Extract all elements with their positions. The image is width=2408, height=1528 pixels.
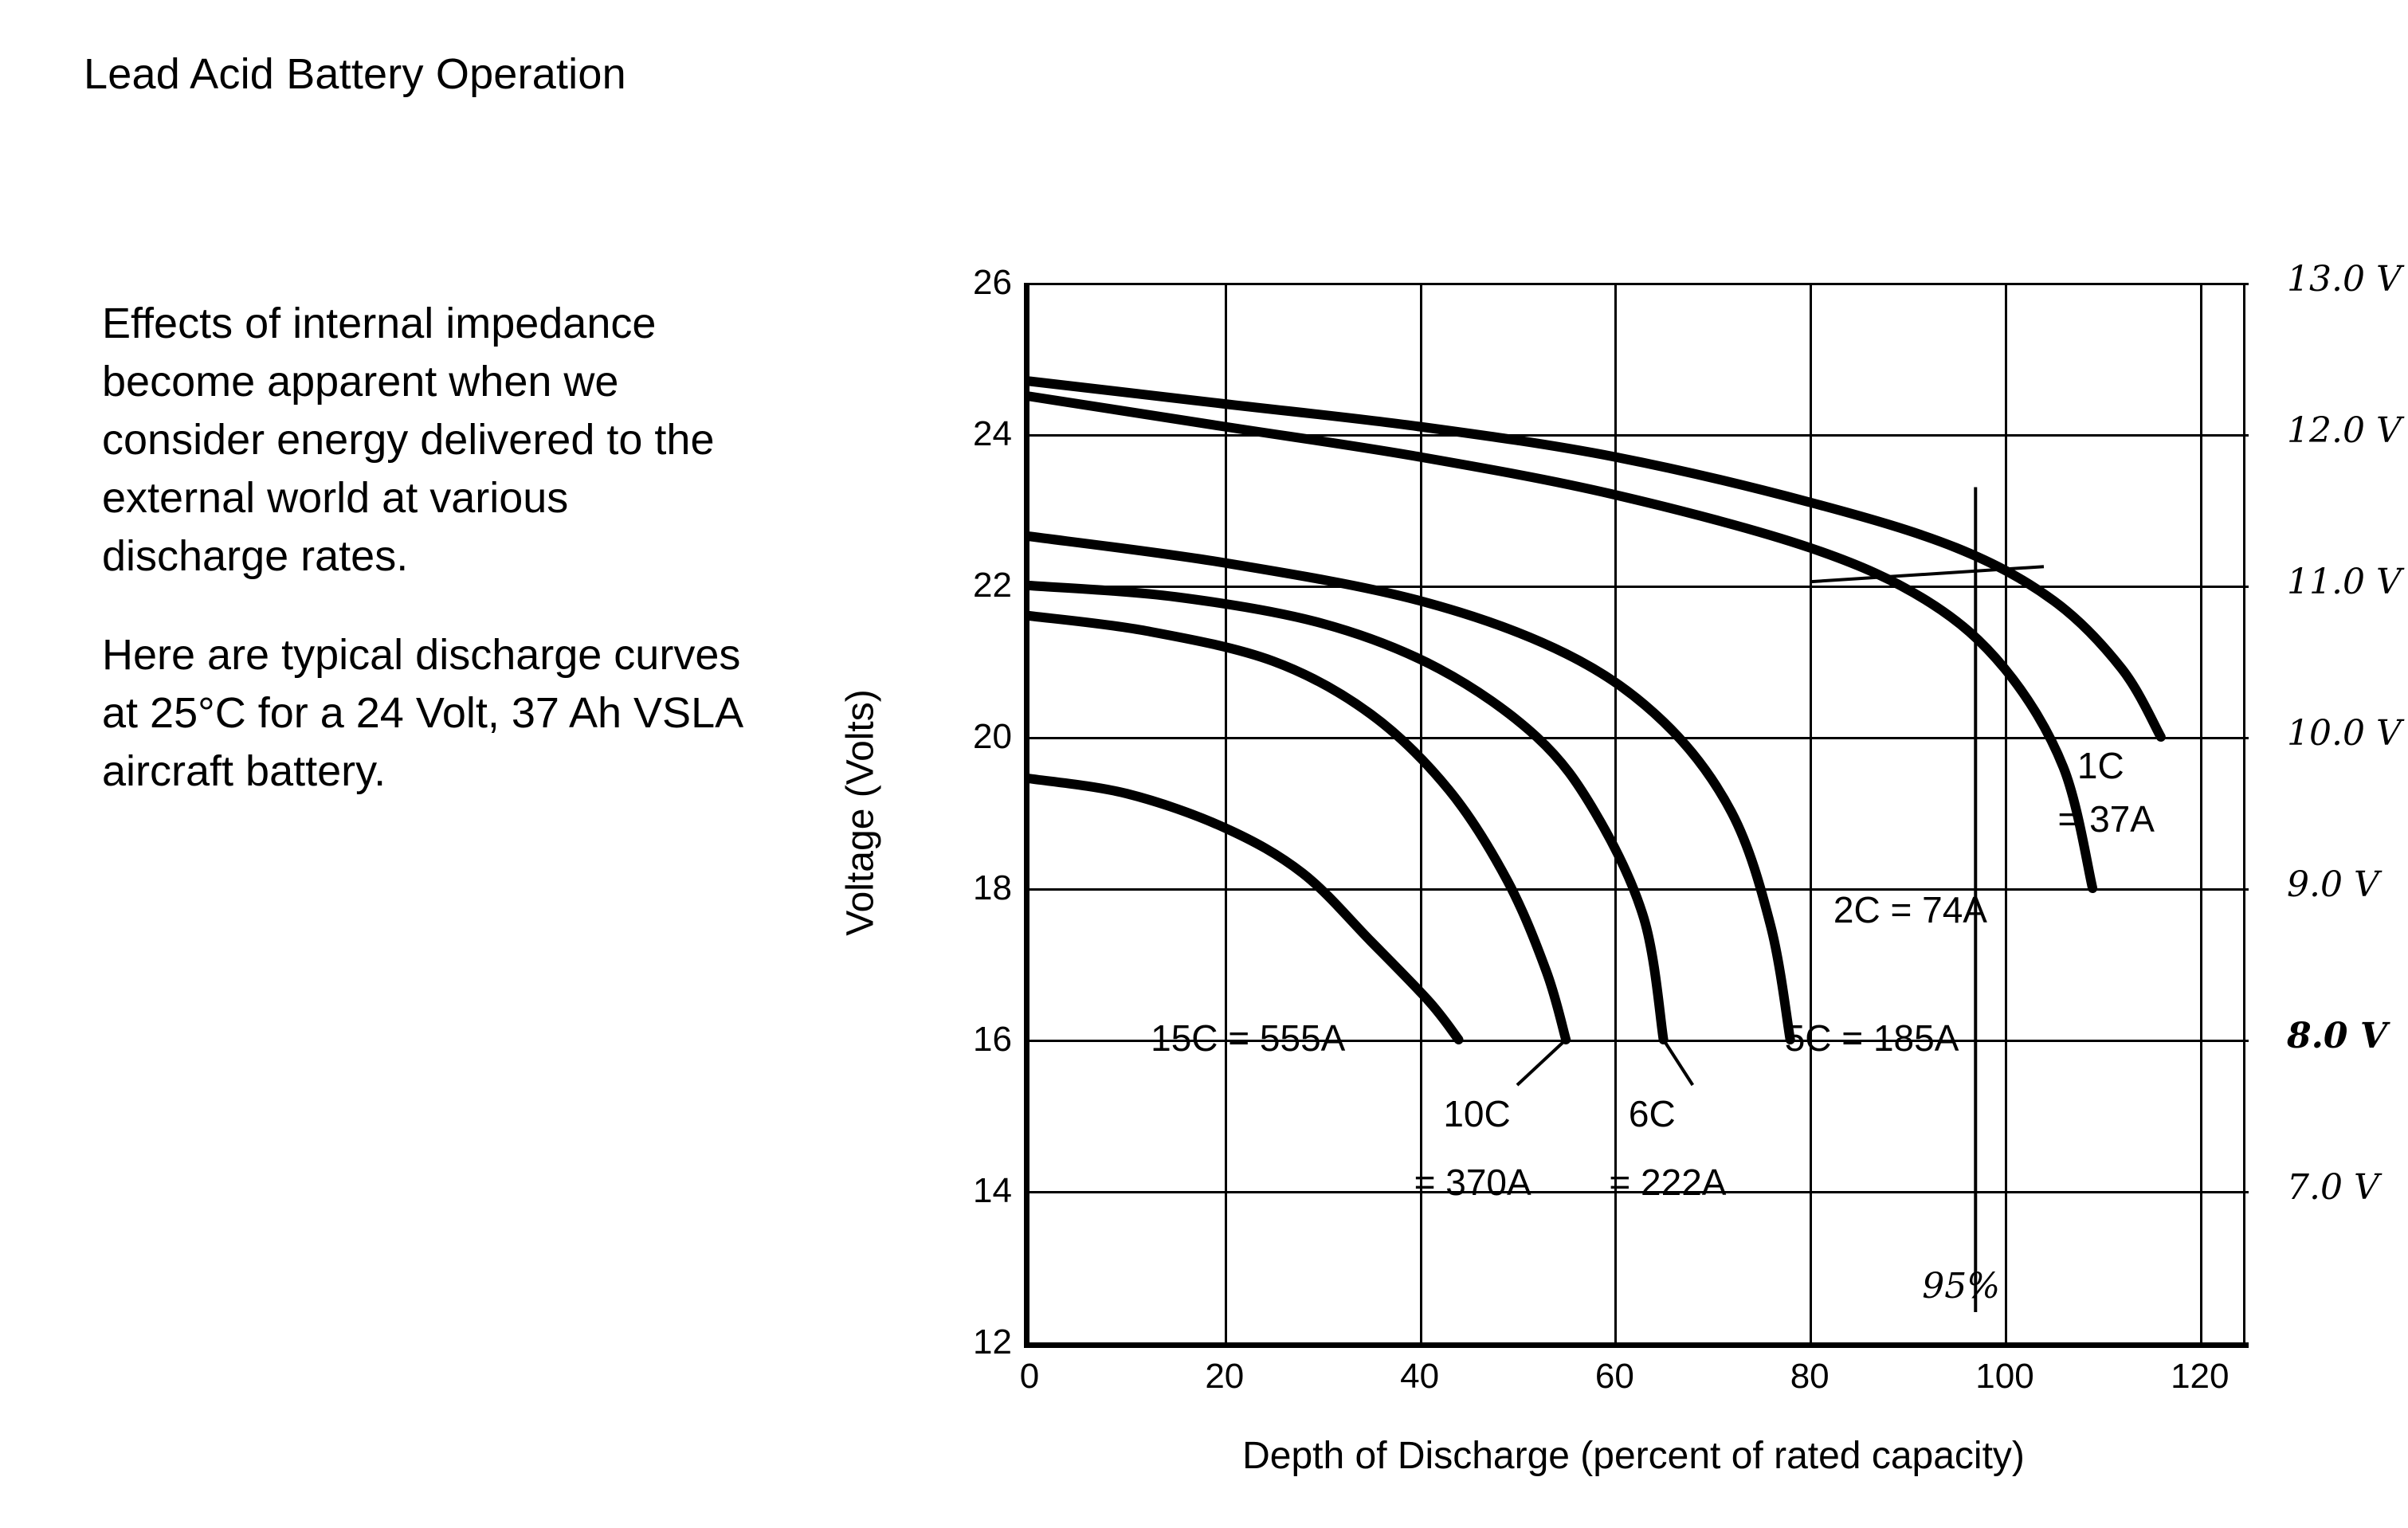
x-axis-tick-label: 20 — [1205, 1357, 1245, 1396]
discharge-curve — [1029, 536, 1790, 1040]
x-axis-tick-label: 100 — [1975, 1357, 2034, 1396]
y-axis-tick-label: 12 — [973, 1322, 1012, 1361]
handwritten-voltage-label: 10.0 V — [2287, 713, 2402, 754]
body-text — [102, 295, 755, 801]
curve-annotation: 5C = 185A — [1784, 1017, 1959, 1059]
gridline-horizontal — [1029, 434, 2249, 437]
y-axis-tick-label: 20 — [973, 717, 1012, 756]
curve-annotation: 6C — [1628, 1093, 1676, 1134]
handwritten-voltage-label: 8.0 V — [2287, 1016, 2388, 1056]
gridline-horizontal — [1029, 586, 2249, 588]
page-title: Lead Acid Battery Operation — [84, 50, 626, 98]
curve-annotation: = 222A — [1609, 1161, 1727, 1203]
curve-annotation: = 37A — [2057, 797, 2155, 840]
y-axis-tick-label: 14 — [973, 1171, 1012, 1210]
y-axis-tick-label: 22 — [973, 566, 1012, 605]
y-axis-tick-label: 26 — [973, 263, 1012, 302]
gridline-vertical — [2200, 283, 2202, 1342]
annotation-leader-line — [1664, 1040, 1693, 1085]
handwritten-voltage-label: 13.0 V — [2287, 259, 2402, 300]
x-axis-label: Depth of Discharge (percent of rated capacity) — [1242, 1435, 2025, 1477]
x-axis-tick-label: 60 — [1594, 1357, 1634, 1396]
y-axis-label: Voltage (Volts) — [839, 689, 882, 936]
gridline-horizontal — [1029, 283, 2249, 285]
curve-annotation: 1C — [2077, 745, 2124, 786]
handwritten-percent-mark: 95% — [1922, 1265, 2001, 1307]
handwritten-voltage-label: 11.0 V — [2287, 562, 2402, 602]
body-paragraph-1: Effects of internal impedance become apparent when we consider energy delivered to the external world at various discharge rates. — [102, 300, 715, 580]
curve-annotation: 15C = 555A — [1151, 1017, 1346, 1059]
handwritten-voltage-label: 12.0 V — [2287, 410, 2402, 451]
body-paragraph-2: Here are typical discharge curves at 25°C for a 24 Volt, 37 Ah VSLA aircraft battery. — [102, 631, 742, 796]
y-axis-tick-label: 24 — [973, 414, 1012, 453]
y-axis-tick-label: 16 — [973, 1020, 1012, 1059]
x-axis-tick-label: 0 — [1019, 1357, 1040, 1396]
annotation-leader-line — [1517, 1040, 1566, 1085]
gridline-vertical — [1810, 283, 1812, 1342]
gridline-vertical — [1225, 283, 1227, 1342]
y-axis-tick-label: 18 — [973, 868, 1012, 907]
curve-annotation: 10C — [1443, 1093, 1511, 1134]
gridline-horizontal — [1029, 888, 2249, 891]
handwritten-voltage-label: 9.0 V — [2287, 864, 2379, 905]
gridline-horizontal — [1029, 737, 2249, 739]
discharge-curve-chart — [813, 239, 2402, 1482]
curve-annotation: 2C = 74A — [1833, 888, 1987, 931]
handwritten-voltage-label: 7.0 V — [2287, 1167, 2379, 1208]
curve-annotation: = 370A — [1414, 1161, 1531, 1203]
x-axis-tick-label: 120 — [2171, 1357, 2230, 1396]
discharge-curve — [1029, 616, 1566, 1040]
discharge-curve — [1029, 778, 1459, 1040]
gridline-vertical — [2005, 283, 2007, 1342]
x-axis-tick-label: 80 — [1790, 1357, 1830, 1396]
x-axis-tick-label: 40 — [1400, 1357, 1440, 1396]
